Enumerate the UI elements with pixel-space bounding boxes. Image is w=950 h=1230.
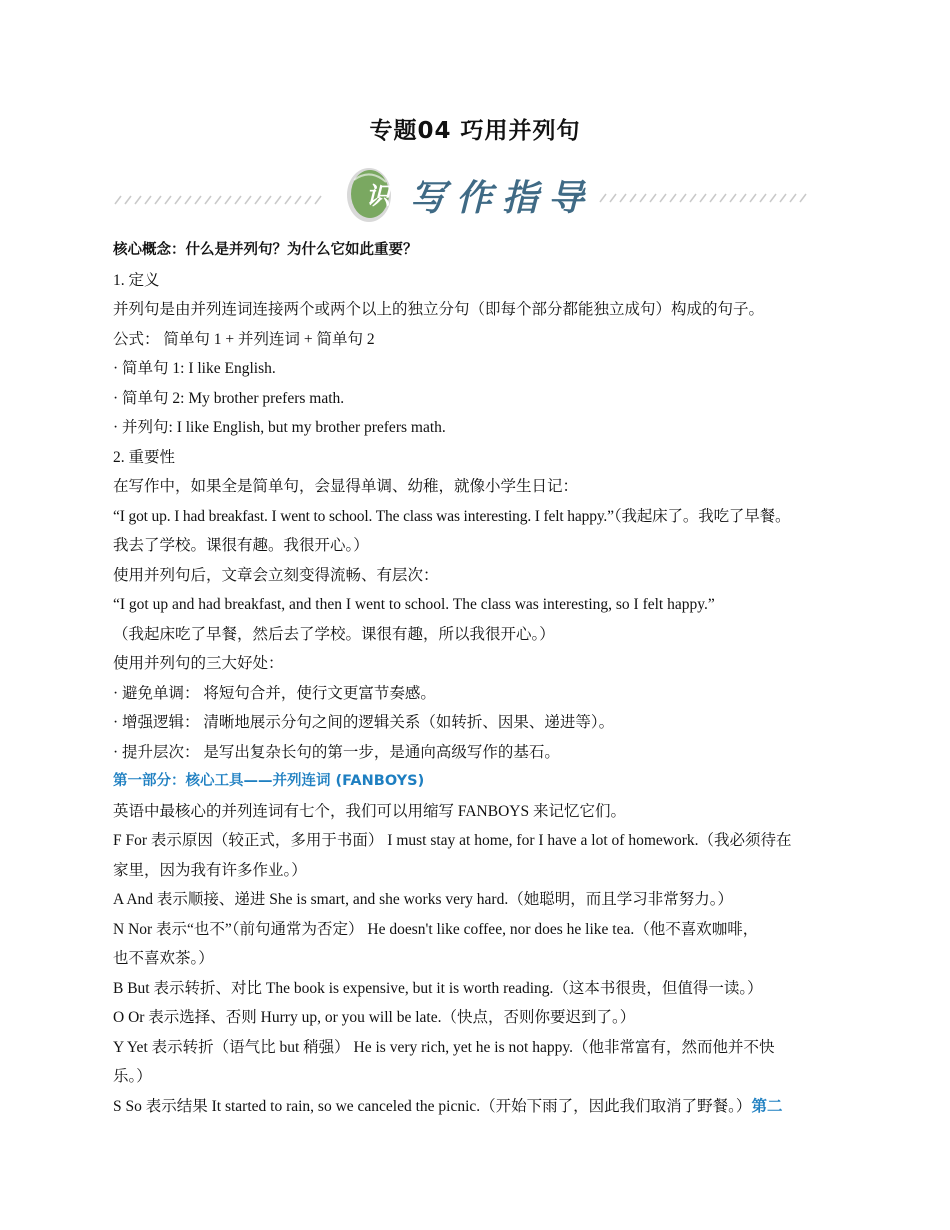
- banner-title: 写作指导: [410, 177, 595, 219]
- paragraph-line: A And 表示顺接、递进 She is smart, and she works very hard.（她聪明，而且学习非常努力。）: [113, 891, 733, 908]
- paragraph-line: （我起床吃了早餐，然后去了学校。课很有趣，所以我很开心。）: [113, 625, 555, 643]
- paragraph-line: 我去了学校。课很有趣。我很开心。）: [113, 537, 369, 554]
- section-heading: 第一部分：核心工具——并列连词 (FANBOYS): [113, 773, 425, 789]
- next-section-start: 第二: [751, 1097, 783, 1115]
- paragraph-line: 也不喜欢茶。）: [113, 950, 214, 967]
- paragraph-line: N Nor 表示“也不”（前句通常为否定） He doesn't like coffee, nor does he like tea.（他不喜欢咖啡，: [113, 920, 759, 938]
- list-item: · 增强逻辑： 清晰地展示分句之间的逻辑关系（如转折、因果、递进等）。: [113, 714, 615, 731]
- paragraph-line: 英语中最核心的并列连词有七个，我们可以用缩写 FANBOYS 来记忆它们。: [113, 802, 626, 820]
- paragraph-line: 乐。）: [113, 1068, 152, 1085]
- list-item: · 提升层次： 是写出复杂长句的第一步，是通向高级写作的基石。: [113, 743, 560, 761]
- paragraph-line: 在写作中，如果全是简单句，会显得单调、幼稚，就像小学生日记：: [113, 478, 579, 495]
- paragraph-line: Y Yet 表示转折（语气比 but 稍强） He is very rich, yet he is not happy.（他非常富有，然而他并不快: [113, 1038, 775, 1056]
- paragraph-line: 公式： 简单句 1 + 并列连词 + 简单句 2: [113, 330, 375, 348]
- paragraph-line: O Or 表示选择、否则 Hurry up, or you will be late.（快点，否则你要迟到了。）: [113, 1009, 636, 1026]
- paragraph-line: B But 表示转折、对比 The book is expensive, but it is worth reading.（这本书很贵，但值得一读。）: [113, 979, 763, 997]
- paragraph-line: “I got up. I had breakfast. I went to school. The class was interesting. I felt happy.”（我起床了。我吃了早餐。: [113, 507, 791, 525]
- list-item: · 简单句 2: My brother prefers math.: [113, 389, 345, 407]
- list-item: · 避免单调： 将短句合并，使行文更富节奏感。: [113, 684, 436, 702]
- document-body: [113, 236, 858, 1121]
- page-title: 专题04 巧用并列句: [369, 118, 581, 144]
- paragraph-line: 2. 重要性: [113, 448, 176, 466]
- paragraph-line: 使用并列句后，文章会立刻变得流畅、有层次：: [113, 566, 439, 584]
- paragraph-line: 1. 定义: [113, 271, 160, 289]
- paragraph-line: 使用并列句的三大好处：: [113, 655, 284, 672]
- paragraph-line: [113, 1092, 858, 1122]
- paragraph-line: 家里，因为我有许多作业。）: [113, 861, 307, 879]
- badge-icon: 识: [366, 181, 390, 210]
- section-banner: [110, 162, 810, 226]
- core-concept-heading: 核心概念：什么是并列句？为什么它如此重要？: [113, 242, 418, 258]
- paragraph-line: 并列句是由并列连词连接两个或两个以上的独立分句（即每个部分都能独立成句）构成的句子。: [113, 301, 765, 318]
- line-text: S So 表示结果 It started to rain, so we canceled the picnic.（开始下雨了，因此我们取消了野餐。）: [113, 1097, 752, 1115]
- paragraph-line: “I got up and had breakfast, and then I went to school. The class was interesting, so I felt happy.”: [113, 596, 715, 613]
- list-item: · 简单句 1: I like English.: [113, 360, 276, 377]
- list-item: · 并列句: I like English, but my brother prefers math.: [113, 419, 446, 436]
- paragraph-line: F For 表示原因（较正式，多用于书面） I must stay at home, for I have a lot of homework.（我必须待在: [113, 832, 792, 849]
